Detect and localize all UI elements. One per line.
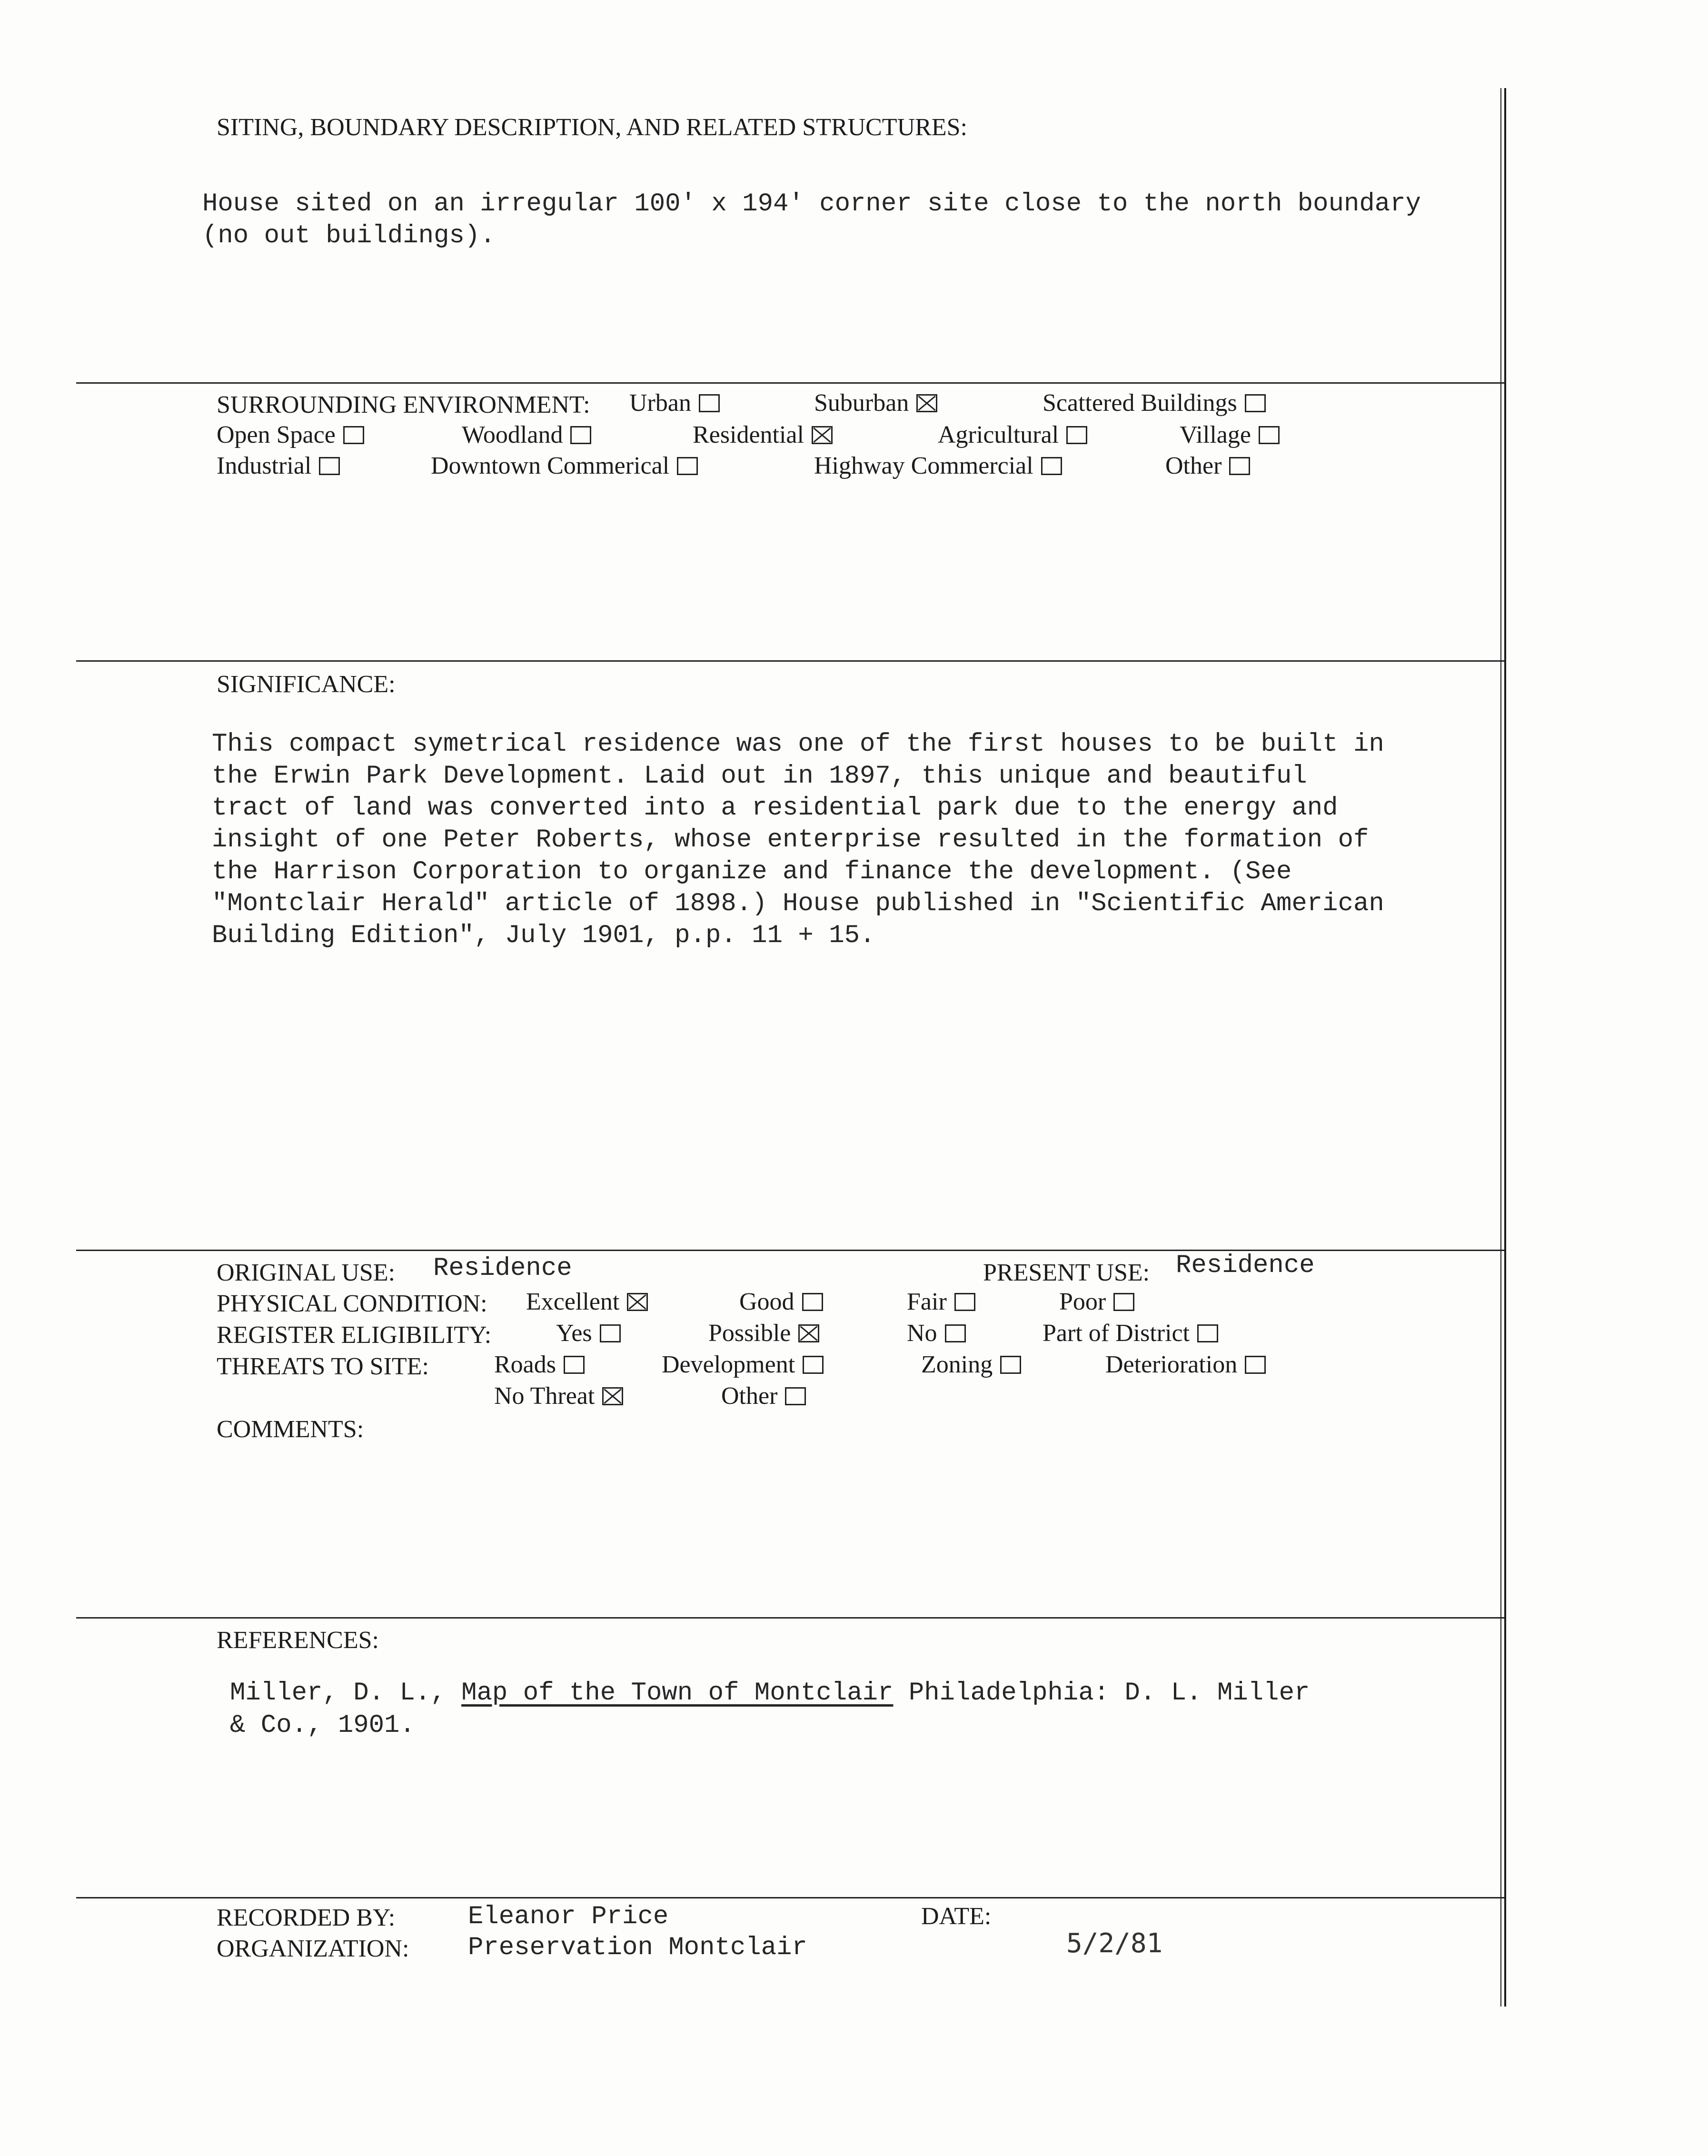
threat-checkbox-roads[interactable]	[564, 1356, 585, 1374]
significance-line: the Harrison Corporation to organize and finance the development. (See	[212, 857, 1292, 886]
eligibility-checkbox-yes[interactable]	[600, 1324, 621, 1342]
env-option-label: Agricultural	[938, 421, 1059, 448]
threat-option-zoning[interactable]	[921, 1352, 1021, 1377]
env-checkbox-village[interactable]	[1259, 426, 1280, 444]
condition-option-poor[interactable]	[1059, 1290, 1134, 1314]
siting-text	[202, 188, 1421, 252]
eligibility-option-label: Yes	[556, 1320, 592, 1347]
reference-publisher: Philadelphia: D. L. Miller	[908, 1679, 1310, 1708]
env-option-label: Industrial	[217, 452, 312, 479]
eligibility-option-label: Possible	[708, 1320, 791, 1347]
env-checkbox-highway-commercial[interactable]	[1041, 457, 1062, 475]
environment-label: SURROUNDING ENVIRONMENT:	[217, 391, 590, 418]
env-checkbox-other[interactable]	[1229, 457, 1250, 475]
date-label: DATE:	[921, 1903, 992, 1930]
section-divider	[76, 382, 1504, 384]
env-option-urban[interactable]	[629, 391, 720, 416]
significance-line: tract of land was converted into a residential park due to the energy and	[212, 794, 1338, 823]
threat-option-deterioration[interactable]	[1105, 1352, 1266, 1377]
threats-label: THREATS TO SITE:	[217, 1353, 429, 1380]
eligibility-option-possible[interactable]	[708, 1321, 819, 1346]
right-border-rule-inner	[1500, 88, 1501, 2007]
eligibility-option-label: Part of District	[1043, 1320, 1190, 1347]
env-option-label: Open Space	[217, 421, 336, 448]
organization-value: Preservation Montclair	[468, 1933, 807, 1962]
env-option-agricultural[interactable]	[938, 423, 1087, 447]
env-checkbox-scattered-buildings[interactable]	[1245, 394, 1266, 412]
threat-option-label: Deterioration	[1105, 1351, 1238, 1378]
significance-line: "Montclair Herald" article of 1898.) House published in "Scientific American	[212, 889, 1384, 918]
organization-label: ORGANIZATION:	[217, 1935, 409, 1962]
env-option-label: Suburban	[814, 389, 909, 417]
condition-option-fair[interactable]	[907, 1290, 975, 1314]
recorded-by-value: Eleanor Price	[468, 1902, 669, 1931]
env-checkbox-suburban[interactable]	[916, 394, 937, 412]
reference-author: Miller, D. L.,	[230, 1679, 446, 1708]
significance-line: This compact symetrical residence was one of the first houses to be built in	[212, 730, 1384, 759]
env-option-other[interactable]	[1165, 454, 1250, 478]
env-option-label: Residential	[693, 421, 804, 448]
condition-option-label: Good	[739, 1288, 794, 1315]
significance-line: the Erwin Park Development. Laid out in 1897, this unique and beautiful	[212, 762, 1307, 791]
threat-option-label: Zoning	[921, 1351, 993, 1378]
condition-checkbox-fair[interactable]	[954, 1293, 975, 1311]
threat-option-other[interactable]	[721, 1384, 806, 1409]
section-divider	[76, 660, 1504, 662]
significance-text	[212, 728, 1384, 952]
env-checkbox-industrial[interactable]	[319, 457, 340, 475]
present-use-label: PRESENT USE:	[983, 1259, 1150, 1286]
env-checkbox-woodland[interactable]	[570, 426, 591, 444]
threat-option-label: Development	[662, 1351, 795, 1378]
present-use-value: Residence	[1176, 1251, 1315, 1280]
reference-line-2: & Co., 1901.	[230, 1711, 415, 1740]
section-divider	[76, 1617, 1504, 1619]
right-border-rule-outer	[1504, 88, 1506, 2007]
eligibility-option-yes[interactable]	[556, 1321, 621, 1346]
threat-checkbox-other[interactable]	[785, 1387, 806, 1405]
siting-line: (no out buildings).	[202, 221, 496, 250]
threat-option-label: Roads	[494, 1351, 556, 1378]
env-checkbox-urban[interactable]	[699, 394, 720, 412]
env-checkbox-residential[interactable]	[812, 426, 833, 444]
condition-option-excellent[interactable]	[526, 1290, 648, 1314]
siting-line: House sited on an irregular 100' x 194' corner site close to the north boundary	[202, 189, 1421, 219]
threat-option-label: No Threat	[494, 1382, 595, 1410]
threat-option-label: Other	[721, 1382, 778, 1410]
reference-title: Map of the Town of Montclair	[461, 1679, 894, 1708]
env-option-label: Urban	[629, 389, 691, 417]
env-option-woodland[interactable]	[462, 423, 591, 447]
recorded-by-label: RECORDED BY:	[217, 1904, 396, 1931]
eligibility-option-no[interactable]	[907, 1321, 966, 1346]
threat-option-no-threat[interactable]	[494, 1384, 623, 1409]
eligibility-option-part-of-district[interactable]	[1043, 1321, 1218, 1346]
env-option-label: Woodland	[462, 421, 563, 448]
env-checkbox-agricultural[interactable]	[1066, 426, 1087, 444]
env-option-village[interactable]	[1180, 423, 1280, 447]
env-option-scattered-buildings[interactable]	[1043, 391, 1266, 416]
threat-checkbox-no-threat[interactable]	[602, 1387, 623, 1405]
eligibility-label: REGISTER ELIGIBILITY:	[217, 1321, 492, 1349]
original-use-label: ORIGINAL USE:	[217, 1259, 396, 1286]
env-option-label: Village	[1180, 421, 1251, 448]
condition-checkbox-good[interactable]	[802, 1293, 823, 1311]
env-option-highway-commercial[interactable]	[814, 454, 1062, 478]
env-option-residential[interactable]	[693, 423, 833, 447]
env-option-label: Downtown Commerical	[431, 452, 670, 479]
env-option-suburban[interactable]	[814, 391, 937, 416]
condition-option-good[interactable]	[739, 1290, 823, 1314]
eligibility-checkbox-no[interactable]	[945, 1324, 966, 1342]
env-checkbox-open-space[interactable]	[343, 426, 364, 444]
condition-option-label: Poor	[1059, 1288, 1106, 1315]
significance-line: Building Edition", July 1901, p.p. 11 + 15.	[212, 921, 875, 950]
original-use-value: Residence	[433, 1254, 572, 1283]
env-option-label: Highway Commercial	[814, 452, 1033, 479]
section-divider	[76, 1897, 1504, 1898]
threat-checkbox-deterioration[interactable]	[1245, 1356, 1266, 1374]
env-option-open-space[interactable]	[217, 423, 364, 447]
condition-checkbox-poor[interactable]	[1113, 1293, 1134, 1311]
condition-option-label: Fair	[907, 1288, 947, 1315]
condition-option-label: Excellent	[526, 1288, 620, 1315]
reference-line-1	[230, 1680, 1310, 1706]
comments-label: COMMENTS:	[217, 1416, 364, 1443]
siting-label: SITING, BOUNDARY DESCRIPTION, AND RELATED STRUCTURES:	[217, 114, 967, 141]
significance-line: insight of one Peter Roberts, whose enterprise resulted in the formation of	[212, 825, 1369, 854]
condition-checkbox-excellent[interactable]	[627, 1293, 648, 1311]
env-option-industrial[interactable]	[217, 454, 340, 478]
eligibility-checkbox-possible[interactable]	[798, 1324, 819, 1342]
condition-label: PHYSICAL CONDITION:	[217, 1290, 487, 1317]
eligibility-checkbox-part-of-district[interactable]	[1197, 1324, 1218, 1342]
threat-option-roads[interactable]	[494, 1352, 585, 1377]
threat-checkbox-zoning[interactable]	[1000, 1356, 1021, 1374]
threat-checkbox-development[interactable]	[803, 1356, 824, 1374]
significance-label: SIGNIFICANCE:	[217, 671, 396, 698]
references-label: REFERENCES:	[217, 1627, 379, 1654]
threat-option-development[interactable]	[662, 1352, 824, 1377]
env-option-downtown-commercial[interactable]	[431, 454, 698, 478]
env-option-label: Other	[1165, 452, 1222, 479]
env-option-label: Scattered Buildings	[1043, 389, 1237, 417]
eligibility-option-label: No	[907, 1320, 937, 1347]
env-checkbox-downtown-commercial[interactable]	[677, 457, 698, 475]
date-value: 5/2/81	[1066, 1928, 1163, 1959]
